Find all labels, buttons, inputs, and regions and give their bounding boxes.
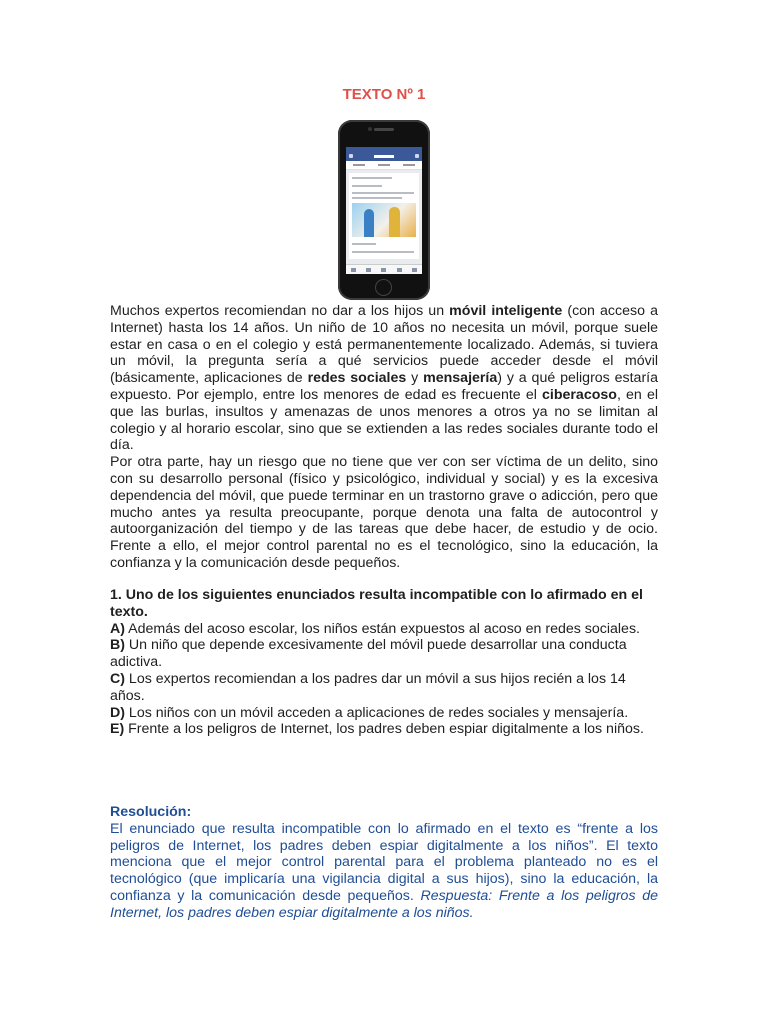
resolution-block [110,804,658,922]
page-title: TEXTO Nº 1 [342,86,426,103]
photo-person [364,209,374,237]
option-text: Los expertos recomiendan a los padres dar un móvil a sus hijos recién a los 14 años. [110,670,626,704]
option-text: Frente a los peligros de Internet, los padres deben espiar digitalmente a los niños. [124,721,644,738]
bold-term: ciberacoso [542,386,617,403]
feed-tab-icon [351,268,356,272]
bottom-tab-bar [346,264,422,274]
passage-text: Muchos expertos recomiendan no dar a los hijos un [110,303,450,319]
option-b [110,637,658,671]
option-d [110,705,658,722]
option-text: Un niño que depende excesivamente del móvil puede desarrollar una conducta adictiva. [110,637,627,671]
option-letter: A) [110,620,125,637]
post-line [352,177,392,179]
option-letter: B) [110,637,125,654]
feed-post [349,173,419,259]
post-line [352,251,414,253]
checkin-action [403,164,415,166]
post-line [352,243,376,245]
option-c [110,671,658,705]
resolution-text [110,821,658,922]
option-letter: E) [110,721,125,738]
home-button [375,279,392,296]
resolution-title: Resolución: [110,804,192,820]
search-icon [349,154,353,158]
notifications-tab-icon [397,268,402,272]
question-block [110,587,658,738]
bold-term: redes sociales [307,370,407,387]
passage [110,303,658,572]
photo-person [389,207,400,237]
phone-screen [346,147,422,274]
messages-tab-icon [381,268,386,272]
post-line [352,197,402,199]
requests-tab-icon [366,268,371,272]
option-e [110,721,658,738]
post-photo [352,203,416,237]
resolution-body: El enunciado que resulta incompatible con lo afirmado en el texto es “frente a los peligros de Internet, los padres deben espiar digitalmente a los niños”. El texto menciona que el mejor control parental para el problema planteado no es el tecnológico (que implicaría una vigilancia digital a sus hijos), sino la educación, la confianza y la comunicación desde pequeños. [110,820,658,904]
passage-paragraph-1 [110,303,658,454]
status-action [353,164,365,166]
news-feed-header [346,151,422,161]
option-letter: D) [110,704,125,721]
post-line [352,185,382,187]
post-actions [346,161,422,170]
bold-term: móvil inteligente [449,303,563,319]
more-tab-icon [412,268,417,272]
smartphone-image [338,120,430,300]
option-text: Los niños con un móvil acceden a aplicaciones de redes sociales y mensajería. [124,704,629,721]
photo-action [378,164,390,166]
passage-text: ) y a qué peligros estaría expuesto. Por ejemplo, entre los menores de edad es frecuente el [110,370,659,403]
passage-paragraph-2: Por otra parte, hay un riesgo que no tiene que ver con ser víctima de un delito, sino con su desarrollo personal (físico y psicológico, individual y social) y es la excesiva dependencia del móvil, que puede terminar en un trastorno grave o adicción, pero que mucho antes ya resulta preocupante, porque denota una falta de autocontrol y autoorganización del tiempo y de las tareas que debe hacer, de estudio y de ocio. Frente a ello, el mejor control parental no es el tecnológico, sino la educación, la confianza y la comunicación desde pequeños. [110,454,658,571]
option-text: Además del acoso escolar, los niños están expuestos al acoso en redes sociales. [124,620,640,637]
friends-icon [415,154,419,158]
phone-camera [368,127,372,131]
phone-speaker [374,128,394,131]
post-line [352,192,414,194]
header-title-bar [374,155,394,158]
passage-text: y [406,370,424,387]
question-title: 1. Uno de los siguientes enunciados resulta incompatible con lo afirmado en el texto. [110,587,643,620]
passage-text: , en el que las burlas, insultos y amenazas de unos menores a otros ya no se limitan al colegio y al horario escolar, sino que se extienden a las redes sociales durante todo el día. [110,386,658,454]
bold-term: mensajería [423,370,498,387]
passage-text: (con acceso a Internet) hasta los 14 años. Un niño de 10 años no necesita un móvil, porque suele estar en casa o en el colegio y está permanentemente localizado. Además, si tuviera un móvil, la pregunta sería a qué servicios puede acceder desde el móvil (básicamente, aplicaciones de [110,303,658,387]
resolution-answer: Respuesta: Frente a los peligros de Internet, los padres deben espiar digitalmente a los niños. [110,887,658,921]
option-letter: C) [110,670,125,687]
option-a [110,621,658,638]
